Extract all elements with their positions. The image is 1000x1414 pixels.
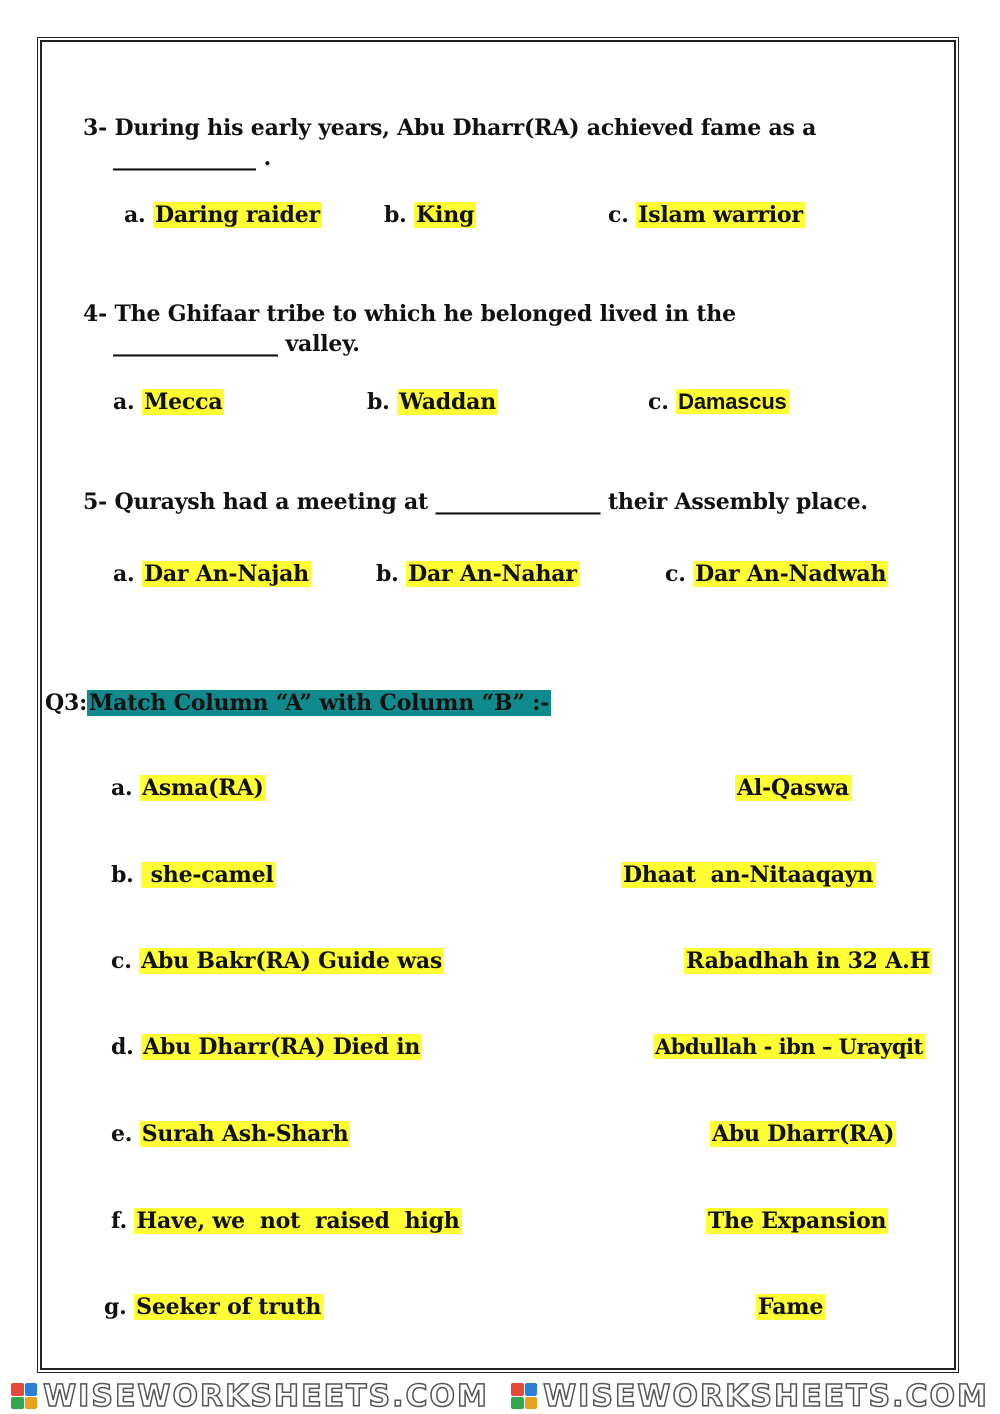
option-text: Waddan [399,389,496,415]
question-3-line2: _____________ . [113,145,271,171]
column-b-item[interactable]: Abu Dharr(RA) [712,1121,895,1147]
footer-watermark [0,1378,1000,1414]
column-b-item[interactable]: Fame [758,1294,824,1320]
column-b-item[interactable]: Dhaat an-Nitaaqayn [623,862,874,888]
question-3-option-a[interactable]: a. Daring raider [124,202,320,228]
watermark [511,1379,989,1414]
question-5-text: Quraysh had a meeting at [114,489,428,515]
question-5-option-c[interactable]: c. Dar An-Nadwah [665,561,887,587]
question-4-line2: _______________ valley. [113,331,360,357]
option-text: Dar An-Nahar [408,561,577,587]
option-text: Dar An-Najah [143,561,309,587]
column-b-item[interactable]: Abdullah - ibn – Urayqit [655,1034,923,1059]
q3-label: Q3: [45,690,87,716]
question-5-option-b[interactable]: b. Dar An-Nahar [376,561,577,587]
column-a-item[interactable]: f. Have, we not raised high [111,1208,460,1234]
column-a-item[interactable]: g. Seeker of truth [104,1294,322,1320]
column-a-item[interactable]: a. Asma(RA) [111,775,264,801]
logo-icon [11,1383,37,1409]
watermark-text: WISEWORKSHEETS.COM [543,1378,989,1414]
question-4-option-a[interactable]: a. Mecca [113,389,223,415]
question-4-text: The Ghifaar tribe to which he belonged lived in the [114,301,736,327]
question-3-number: 3- [83,115,108,141]
question-4-line1 [83,299,736,329]
answer-blank[interactable]: _______________ [435,489,601,515]
watermark-text: WISEWORKSHEETS.COM [43,1378,489,1414]
answer-blank[interactable]: _____________ [113,145,256,171]
question-4-option-c[interactable]: c. Damascus [648,389,787,415]
logo-icon [511,1383,537,1409]
question-5-number: 5- [83,489,108,515]
answer-blank[interactable]: _______________ [113,331,278,357]
column-b-item[interactable]: Al-Qaswa [737,775,849,801]
option-text: Damascus [678,389,787,414]
question-5-option-a[interactable]: a. Dar An-Najah [113,561,309,587]
option-text: Islam warrior [638,202,803,228]
column-a-item[interactable]: b. she-camel [111,862,274,888]
column-a-item[interactable]: d. Abu Dharr(RA) Died in [111,1034,421,1060]
column-a-item[interactable]: e. Surah Ash-Sharh [111,1121,349,1147]
question-3-line1 [83,113,816,143]
q3-title: Match Column “A” with Column “B” :- [89,690,550,716]
option-text: Dar An-Nadwah [695,561,887,587]
question-3-text: During his early years, Abu Dharr(RA) achieved fame as a [114,115,817,141]
option-text: Mecca [143,389,223,415]
q3-heading [45,688,551,718]
question-4-number: 4- [83,301,108,327]
question-4-option-b[interactable]: b. Waddan [367,389,496,415]
column-b-item[interactable]: Rabadhah in 32 A.H [686,948,931,974]
column-a-item[interactable]: c. Abu Bakr(RA) Guide was [111,948,443,974]
question-3-option-b[interactable]: b. King [384,202,475,228]
watermark [11,1379,489,1414]
question-5-line1: 5- Quraysh had a meeting at _______________ their Assembly place. [83,489,868,515]
question-3-option-c[interactable]: c. Islam warrior [608,202,803,228]
option-text: King [416,202,475,228]
option-text: Daring raider [154,202,320,228]
column-b-item[interactable]: The Expansion [708,1208,887,1234]
